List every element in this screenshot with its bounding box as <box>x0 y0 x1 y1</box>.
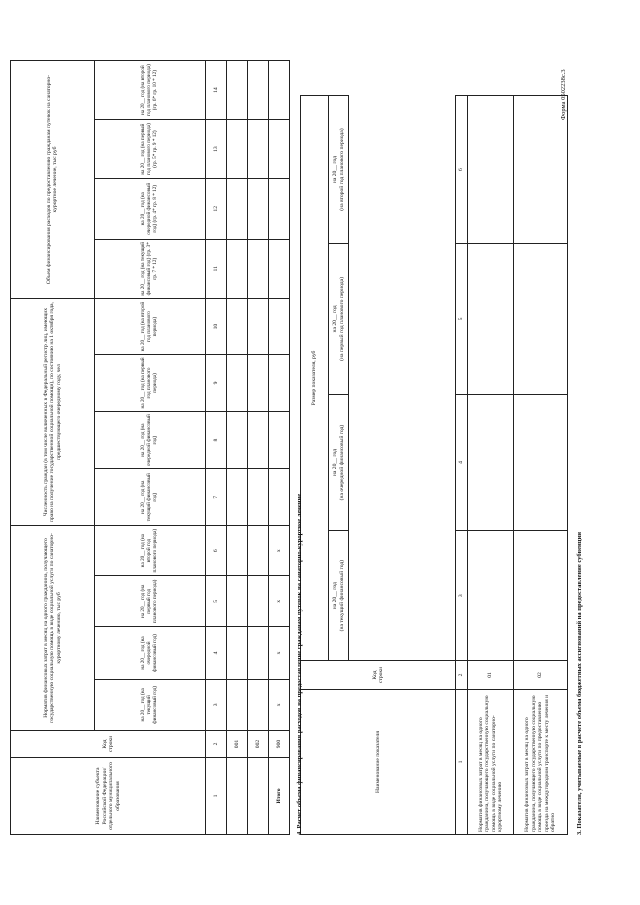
table-row <box>514 96 568 835</box>
s4-colnum: 14 <box>206 61 227 120</box>
s4-colnum: 10 <box>206 299 227 355</box>
s4-total-code: 900 <box>269 731 290 758</box>
s3-header-y2: на 20__ год (на очередной финансовый год) <box>329 394 349 531</box>
s4-cell[interactable] <box>227 679 248 730</box>
s4-cell[interactable] <box>227 576 248 627</box>
s4-colnum: 13 <box>206 120 227 179</box>
s4-colnums-row <box>206 61 227 835</box>
s4-header-c4: на 20__ год (на очередной финансовый год) <box>94 627 206 679</box>
s3-cell[interactable] <box>468 531 514 661</box>
s4-cell[interactable] <box>248 679 269 730</box>
s4-colnum: 5 <box>206 576 227 627</box>
s4-cell[interactable] <box>269 355 290 412</box>
s4-colnum: 3 <box>206 679 227 730</box>
section4-title: 4. Расчет объема финансирования расходов на предоставление гражданам путевок на санаторно-курортное лечение <box>296 493 303 835</box>
s4-total-label: Итого <box>269 758 290 835</box>
table-row-total <box>269 61 290 835</box>
s4-colnum: 9 <box>206 355 227 412</box>
s4-header-c11: на 20__ год (на текущий финансовый год) (гр. 3* гр. 7 * 12) <box>94 239 206 299</box>
s4-row-code: 002 <box>248 731 269 758</box>
s4-cell[interactable] <box>248 411 269 469</box>
s4-cell[interactable] <box>227 239 248 299</box>
s4-total-x: x <box>269 627 290 679</box>
s3-colnum: 5 <box>456 244 468 395</box>
s4-header-norm: Норматив финансовых затрат в месяц на одного гражданина, получающего государственную социальную помощь в виде социальной услуги по санаторно-курортному лечению, тыс руб <box>11 525 95 730</box>
s3-colnum: 6 <box>456 96 468 244</box>
s4-colnum: 6 <box>206 525 227 575</box>
s3-cell[interactable] <box>514 96 568 244</box>
s4-colnum: 4 <box>206 627 227 679</box>
s4-total-x: x <box>269 679 290 730</box>
s4-cell[interactable] <box>248 239 269 299</box>
s4-header-c8: на 20__ год (на очередной финансовый год) <box>94 411 206 469</box>
s3-header-y1: на 20__ год (на текущий финансовый год) <box>329 531 349 661</box>
s4-cell[interactable] <box>248 576 269 627</box>
s4-cell[interactable] <box>248 525 269 575</box>
s4-header-c5: на 20__ год (на первый год планового периода) <box>94 576 206 627</box>
s4-cell[interactable] <box>269 61 290 120</box>
s4-colnum: 2 <box>206 731 227 758</box>
s4-header-volume: Объем финансирования расходов по предоставлению гражданам путевок на санаторно-курортное лечение, тыс руб <box>11 61 95 299</box>
s4-cell[interactable] <box>227 411 248 469</box>
s4-header-code: Код строки <box>11 731 206 758</box>
s3-colnum: 3 <box>456 531 468 661</box>
s4-cell[interactable] <box>269 239 290 299</box>
s4-header-c7: на 20__ год (на текущий финансовый год) <box>94 469 206 525</box>
s4-cell[interactable] <box>248 299 269 355</box>
s3-cell[interactable] <box>514 531 568 661</box>
s4-cell[interactable] <box>269 120 290 179</box>
s4-cell[interactable] <box>227 355 248 412</box>
s4-cell[interactable] <box>248 627 269 679</box>
table-row <box>227 61 248 835</box>
s4-header-c3: на 20__ год (на текущий финансовый год) <box>94 679 206 730</box>
s3-cell[interactable] <box>514 394 568 531</box>
s4-cell[interactable] <box>248 469 269 525</box>
s4-cell[interactable] <box>248 179 269 240</box>
s4-total-x: x <box>269 576 290 627</box>
s4-cell[interactable] <box>248 120 269 179</box>
section3-title: 3. Показатели, учитываемые в расчете объема бюджетных ассигнований на предоставление субвенции <box>576 532 583 835</box>
s3-header-code: Код строки <box>301 661 456 690</box>
s4-header-c6: на 20__ год (на второй год планового периода) <box>94 525 206 575</box>
s4-row-code: 001 <box>227 731 248 758</box>
form-code: Форма 0502238с.3 <box>560 69 567 120</box>
s4-cell[interactable] <box>269 469 290 525</box>
s4-colnum: 1 <box>206 758 227 835</box>
s3-colnum: 2 <box>456 661 468 690</box>
s4-header-c12: на 20__ год (на очередной финансовый год) (гр. 4* гр. 8 * 12) <box>94 179 206 240</box>
s3-header-size: Размер показателя, руб <box>301 96 329 661</box>
section4-table <box>10 60 290 835</box>
s3-cell[interactable] <box>468 394 514 531</box>
s3-row-code: 01 <box>468 661 514 690</box>
s4-total-x: x <box>269 525 290 575</box>
s3-header-name: Наименование показателя <box>301 690 456 835</box>
s4-header-c9: на 20__ год (на первый год планового периода) <box>94 355 206 412</box>
s4-cell[interactable] <box>227 525 248 575</box>
s3-colnum: 4 <box>456 394 468 531</box>
s4-cell[interactable] <box>269 179 290 240</box>
s4-header-c10: на 20__ год (на второй год планового периода) <box>94 299 206 355</box>
s4-cell[interactable] <box>269 299 290 355</box>
s3-colnum: 1 <box>456 690 468 835</box>
s4-cell[interactable] <box>227 299 248 355</box>
table-row <box>468 96 514 835</box>
s4-cell[interactable] <box>227 120 248 179</box>
s4-cell[interactable] <box>269 411 290 469</box>
s4-cell[interactable] <box>227 627 248 679</box>
section3-table <box>300 95 568 835</box>
s3-header-y3: на 20__ год (на первый год планового периода) <box>329 244 349 395</box>
s4-colnum: 11 <box>206 239 227 299</box>
s4-header-c14: на 20__ год (на второй год планового периода) (гр. 6* гр. 10 * 12) <box>94 61 206 120</box>
s4-header-count: Численность граждан (в том числе включенных в Федеральный регистр лиц, имеющих право на получение государственной социальной помощи), по состоянию на 1 октября года, предшествующего очередному году, чел <box>11 299 95 526</box>
s4-header-subject: Наименование субъекта Российской Федерации/ отдельного муниципального образования <box>11 758 206 835</box>
s3-cell[interactable] <box>468 96 514 244</box>
s3-cell[interactable] <box>468 244 514 395</box>
s4-colnum: 7 <box>206 469 227 525</box>
s3-row-name: Норматив финансовых затрат в месяц на одного гражданина, получающего государственную социальную помощь в виде социальной услуги по предоставлению проезда на междугородном транспорте к месту лечения и обратно <box>514 690 568 835</box>
s3-header-y4: на 20__ год (на второй год планового периода) <box>329 96 349 244</box>
s4-cell[interactable] <box>248 758 269 835</box>
s4-cell[interactable] <box>227 469 248 525</box>
s3-row-name: Норматив финансовых затрат в месяц на одного гражданина, получающего государственную социальную помощь в виде социальной услуги по санаторно-курортному лечению <box>468 690 514 835</box>
s4-cell[interactable] <box>227 61 248 120</box>
s4-cell[interactable] <box>248 355 269 412</box>
table-row <box>248 61 269 835</box>
s4-colnum: 12 <box>206 179 227 240</box>
s3-row-code: 02 <box>514 661 568 690</box>
s4-cell[interactable] <box>248 61 269 120</box>
s3-cell[interactable] <box>514 244 568 395</box>
s4-header-c13: на 20__ год (на первый год планового периода) (гр. 5* гр. 9 * 12) <box>94 120 206 179</box>
s4-cell[interactable] <box>227 179 248 240</box>
s4-cell[interactable] <box>227 758 248 835</box>
s4-colnum: 8 <box>206 411 227 469</box>
